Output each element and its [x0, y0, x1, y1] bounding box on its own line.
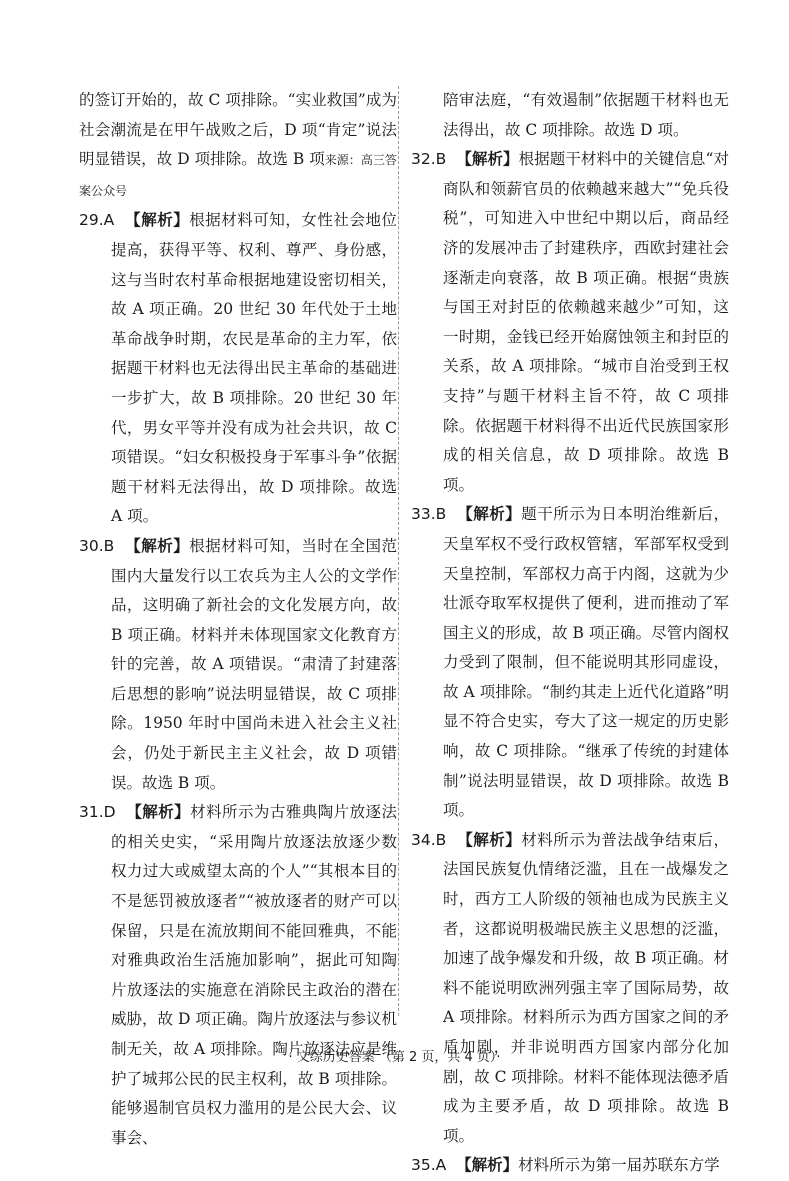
question-29: 29.A 【解析】根据材料可知，女性社会地位提高，获得平等、权利、尊严、身份感，这与当时农村革命根据地建设密切相关，故 A 项正确。20 世纪 30 年代处于土地革命战争时期，农民是革命的主力军，依据题干材料也无法得出民主革命的基础进一步扩大，故 B 项排除。20 世纪 30 年代，男女平等并没有成为社会共识，故 C 项错误。“妇女积极投身于军事斗争”依据题干材料无法得出，故 D 项排除。故选 A 项。 — [79, 211, 397, 526]
right-continuation: 陪审法庭，“有效遏制”依据题干材料也无法得出，故 C 项排除。故选 D 项。 — [443, 91, 729, 139]
question-33: 33.B 【解析】题干所示为日本明治维新后，天皇军权不受行政权管辖，军部军权受到天皇控制，军部权力高于内阁，这就为少壮派夺取军权提供了便利，进而推动了军国主义的形成，故 B 项正确。尽管内阁权力受到了限制，但不能说明其形同虚设，故 A 项排除。“制约其走上近代化道路”明显不符合史实，夸大了这一规定的历史影响，故 C 项排除。“继承了传统的封建体制”说法明显错误，故 D 项排除。故选 B 项。 — [411, 505, 729, 820]
question-31: 31.D 【解析】材料所示为古雅典陶片放逐法的相关史实，“采用陶片放逐法放逐少数权力过大或威望太高的个人”“其根本目的不是惩罚被放逐者”“被放逐者的财产可以保留，只是在流放期间不能回雅典，不能对雅典政治生活施加影响”，据此可知陶片放逐法的实施意在消除民主政治的潜在威胁，故 D 项正确。陶片放逐法与参议机制无关，故 A 项排除。陶片放逐法应是维护了城邦公民的民主权利，故 B 项排除。能够遏制官员权力滥用的是公民大会、议事会、 — [79, 803, 397, 1147]
question-30: 30.B 【解析】根据材料可知，当时在全国范围内大量发行以工农兵为主人公的文学作品，这明确了新社会的文化发展方向，故 B 项正确。材料并未体现国家文化教育方针的完善，故 A 项错误。“肃清了封建落后思想的影响”说法明显错误，故 C 项排除。1950 年时中国尚未进入社会主义社会，仍处于新民主主义社会，故 D 项错误。故选 B 项。 — [79, 536, 397, 792]
column-divider — [398, 86, 399, 1016]
question-35: 35.A 【解析】材料所示为第一届苏联东方学 — [411, 1156, 720, 1175]
question-34: 34.B 【解析】材料所示为普法战争结束后，法国民族复仇情绪泛滥，且在一战爆发之时，西方工人阶级的领袖也成为民族主义者，这都说明极端民族主义思想的泛滥，加速了战争爆发和升级，故 B 项正确。材料不能说明欧洲列强主宰了国际局势，故 A 项排除。材料所示为西方国家之间的矛盾加剧，并非说明西方国家内部分化加剧，故 C 项排除。材料不能体现法德矛盾成为主要矛盾，故 D 项排除。故选 B 项。 — [411, 830, 729, 1145]
left-continuation: 的签订开始的，故 C 项排除。“实业救国”成为社会潮流是在甲午战败之后，D 项“肯定”说法明显错误，故 D 项排除。故选 B 项来源：高三答案公众号 — [79, 91, 397, 198]
left-column — [79, 86, 397, 1153]
right-column — [411, 86, 729, 1181]
question-32: 32.B 【解析】根据题干材料中的关键信息“对商队和领薪官员的依赖越来越大”“免兵役税”，可知进入中世纪中期以后，商品经济的发展冲击了封建秩序，西欧封建社会逐渐走向衰落，故 B 项正确。根据“贵族与国王对封臣的依赖越来越少”可知，这一时期，金钱已经开始腐蚀领主和封臣的关系，故 A 项排除。“城市自治受到王权支持”与题干材料主旨不符，故 C 项排除。依据题干材料得不出近代民族国家形成的相关信息，故 D 项排除。故选 B 项。 — [411, 150, 729, 494]
source-note: 来源：高三答案公众号 — [79, 153, 397, 198]
page-footer: · 文综历史答案 （第 2 页，共 4 页）· — [288, 1050, 501, 1065]
